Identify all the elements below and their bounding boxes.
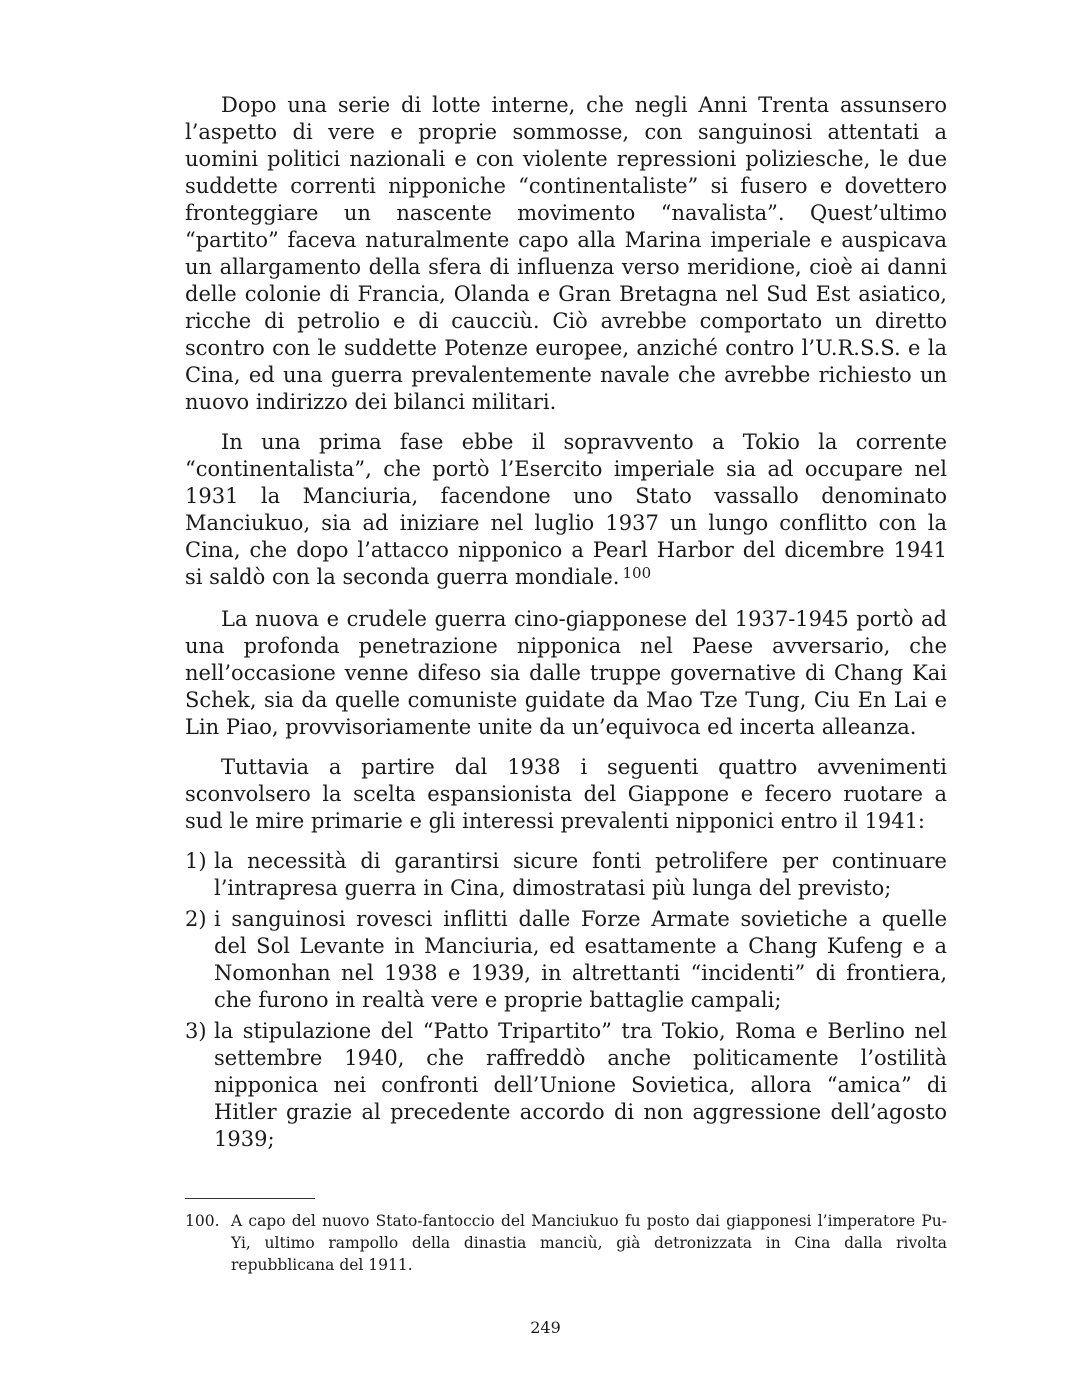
list-item-text: la necessità di garantirsi sicure fonti petrolifere per continuare l’intrapresa guerra in Cina, dimostratasi più lunga del previsto; [214,849,947,900]
footnote-reference[interactable]: 100 [622,564,652,582]
numbered-list [185,848,947,1153]
body-text [185,92,947,1157]
list-item-number: 1) [185,849,207,873]
page-number: 249 [530,1318,561,1337]
paragraph: Dopo una serie di lotte interne, che negli Anni Trenta assunsero l’aspetto di vere e proprie sommosse, con sanguinosi attentati a uomini politici nazionali e con violente repressioni poliziesche, le due suddette correnti nipponiche “continentaliste” si fusero e dovettero fronteggiare un nascente movimento “navalista”. Quest’ultimo “partito” faceva naturalmente capo alla Marina imperiale e auspicava un allargamento della sfera di influenza verso meridione, cioè ai danni delle colonie di Francia, Olanda e Gran Bretagna nel Sud Est asiatico, ricche di petrolio e di caucciù. Ciò avrebbe comportato un diretto scontro con le suddette Potenze europee, anziché contro l’U.R.S.S. e la Cina, ed una guerra prevalentemente navale che avrebbe richiesto un nuovo indirizzo dei bilanci militari. [185,93,947,414]
list-item [185,1018,947,1153]
footnote-divider [185,1198,315,1199]
footnote [185,1210,947,1276]
list-item-text: i sanguinosi rovesci inflitti dalle Forze Armate sovietiche a quelle del Sol Levante in Manciuria, ed esattamente a Chang Kufeng e a Nomonhan nel 1938 e 1939, in altrettanti “incidenti” di frontiera, che furono in realtà vere e proprie battaglie campali; [214,907,947,1012]
list-item-text: la stipulazione del “Patto Tripartito” tra Tokio, Roma e Berlino nel settembre 1940, che raffreddò anche politicamente l’ostilità nipponica nei confronti dell’Unione Sovietica, allora “amica” di Hitler grazie al precedente accordo di non aggressione dell’agosto 1939; [214,1019,947,1151]
list-item-number: 3) [185,1019,207,1043]
paragraph-text: In una prima fase ebbe il sopravvento a Tokio la corrente “continentalista”, che portò l’Esercito imperiale sia ad occupare nel 1931 la Manciuria, facendone uno Stato vassallo denominato Manciukuo, sia ad iniziare nel luglio 1937 un lungo conflitto con la Cina, che dopo l’attacco nipponico a Pearl Harbor del dicembre 1941 si saldò con la seconda guerra mondiale. [185,430,947,589]
footnote-text: A capo del nuovo Stato-fantoccio del Manciukuo fu posto dai giapponesi l’imperatore Pu-Yi, ultimo rampollo della dinastia manciù, già detronizzata in Cina dalla rivolta repubblicana del 1911. [231,1212,947,1274]
paragraph: Tuttavia a partire dal 1938 i seguenti quattro avvenimenti sconvolsero la scelta espansionista del Giappone e fecero ruotare a sud le mire primarie e gli interessi prevalenti nipponici entro il 1941: [185,755,947,833]
list-item [185,848,947,902]
footnote-number: 100. [185,1212,220,1230]
list-item [185,906,947,1014]
paragraph [185,429,947,593]
paragraph: La nuova e crudele guerra cino-giapponese del 1937-1945 portò ad una profonda penetrazione nipponica nel Paese avversario, che nell’occasione venne difeso sia dalle truppe governative di Chang Kai Schek, sia da quelle comuniste guidate da Mao Tze Tung, Ciu En Lai e Lin Piao, provvisoriamente unite da un’equivoca ed incerta alleanza. [185,607,947,739]
list-item-number: 2) [185,907,207,931]
